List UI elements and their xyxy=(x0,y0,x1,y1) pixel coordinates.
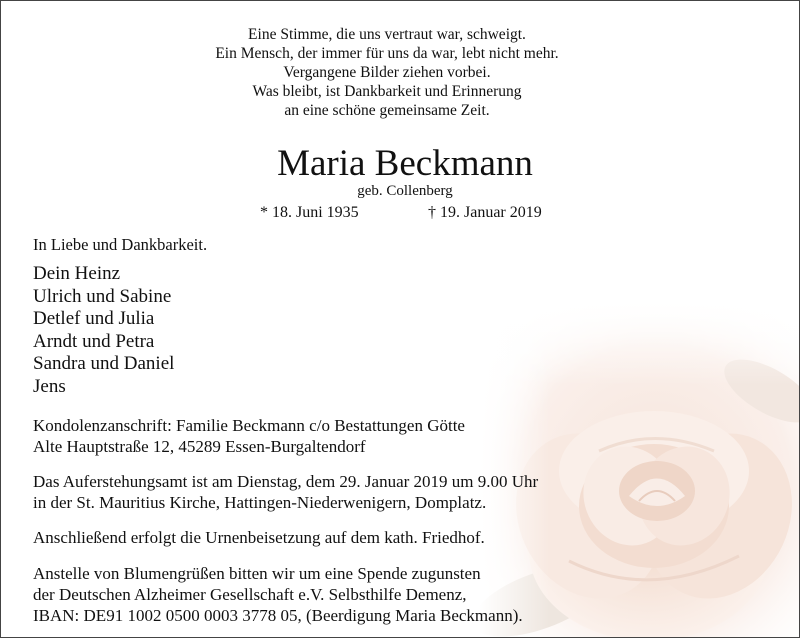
condolence-line: Alte Hauptstraße 12, 45289 Essen-Burgaltendorf xyxy=(33,437,366,456)
poem-line: Vergangene Bilder ziehen vorbei. xyxy=(283,64,491,81)
mourner-name: Dein Heinz xyxy=(33,263,121,284)
donation-info xyxy=(33,563,523,626)
donation-line: der Deutschen Alzheimer Gesellschaft e.V. Selbsthilfe Demenz, xyxy=(33,585,467,604)
service-info xyxy=(33,471,538,513)
poem-line: an eine schöne gemeinsame Zeit. xyxy=(284,102,490,119)
mourner-name: Sandra und Daniel xyxy=(33,353,175,375)
deceased-name: Maria Beckmann xyxy=(277,143,533,184)
mourner-name: Detlef und Julia xyxy=(33,308,155,330)
poem-line: Was bleibt, ist Dankbarkeit und Erinnerung xyxy=(252,83,522,100)
condolence-address xyxy=(33,415,465,457)
mourner-name: Ulrich und Sabine xyxy=(33,285,172,307)
service-line: Das Auferstehungsamt ist am Dienstag, dem 29. Januar 2019 um 9.00 Uhr xyxy=(33,472,539,491)
rose-image xyxy=(479,301,800,638)
poem-line: Ein Mensch, der immer für uns da war, lebt nicht mehr. xyxy=(215,45,559,62)
donation-line: Anstelle von Blumengrüßen bitten wir um eine Spende zugunsten xyxy=(33,564,481,583)
burial-line: Anschließend erfolgt die Urnenbeisetzung auf dem kath. Friedhof. xyxy=(33,528,485,547)
death-date: † 19. Januar 2019 xyxy=(428,204,542,221)
mourner-name: Arndt und Petra xyxy=(33,330,155,352)
mourners-list xyxy=(33,263,174,399)
mourner-name: Jens xyxy=(33,375,66,397)
poem-line: Eine Stimme, die uns vertraut war, schweigt. xyxy=(248,26,526,43)
condolence-line: Kondolenzanschrift: Familie Beckmann c/o Bestattungen Götte xyxy=(33,416,465,435)
donation-line: IBAN: DE91 1002 0500 0003 3778 05, (Beerdigung Maria Beckmann). xyxy=(33,606,523,625)
service-line: in der St. Mauritius Kirche, Hattingen-Niederwenigern, Domplatz. xyxy=(33,493,487,512)
burial-info xyxy=(33,527,485,548)
birth-date: * 18. Juni 1935 xyxy=(260,204,359,221)
maiden-name: geb. Collenberg xyxy=(357,183,453,199)
poem xyxy=(1,25,773,120)
mourners-intro: In Liebe und Dankbarkeit. xyxy=(33,235,208,254)
